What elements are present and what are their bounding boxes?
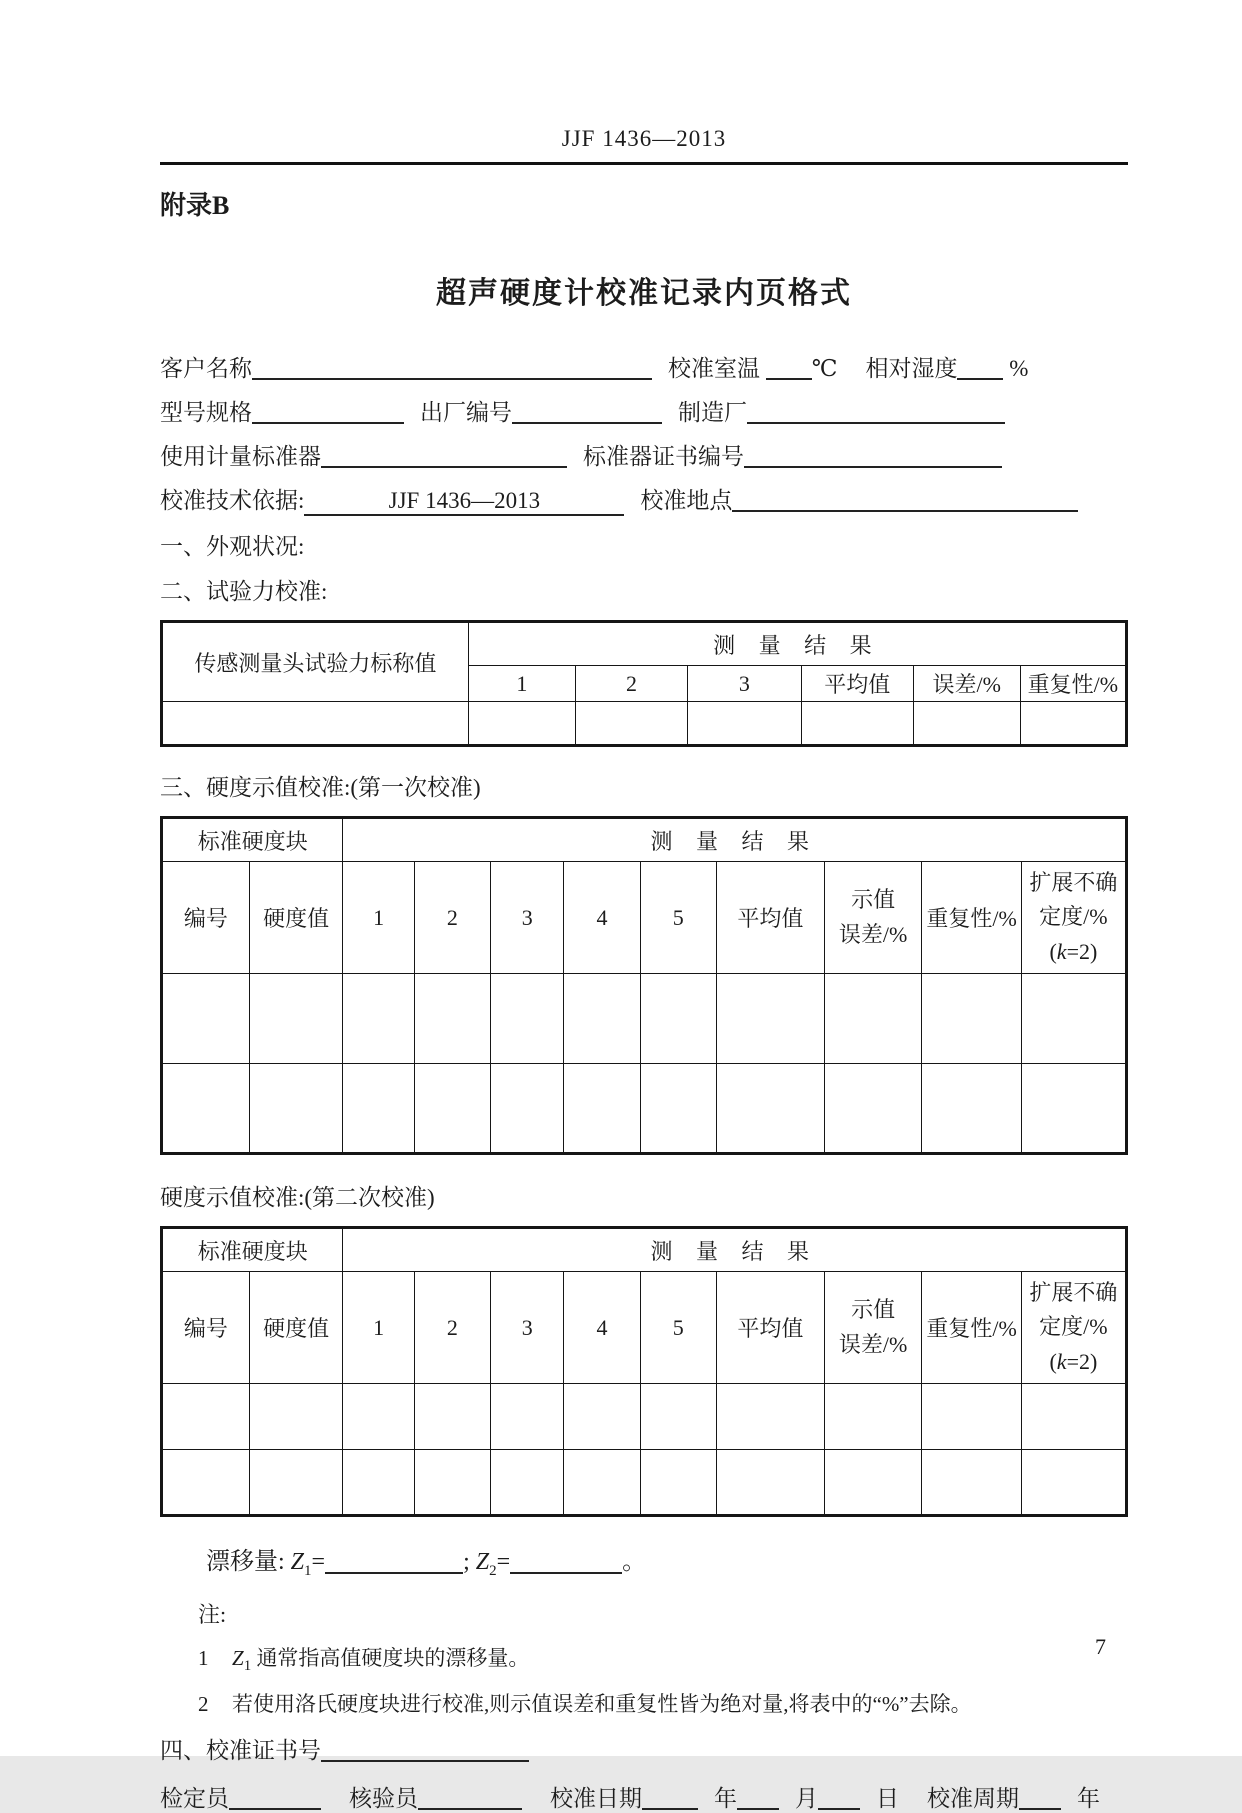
z1-symbol: Z bbox=[290, 1549, 305, 1575]
empty-cell bbox=[1021, 974, 1126, 1064]
cycle-blank bbox=[1019, 1784, 1061, 1810]
standard-used-blank bbox=[321, 442, 567, 468]
certificate-label: 四、校准证书号 bbox=[160, 1737, 321, 1763]
field-row-standard bbox=[160, 438, 1128, 471]
force-col-error: 误差/% bbox=[913, 666, 1020, 702]
empty-cell bbox=[922, 974, 1021, 1064]
col-indication-error: 示值 误差/% bbox=[824, 862, 921, 974]
empty-cell bbox=[1020, 702, 1126, 746]
empty-cell bbox=[640, 1450, 716, 1516]
standard-cert-label: 标准器证书编号 bbox=[583, 444, 744, 469]
section-certificate bbox=[160, 1732, 1128, 1765]
empty-cell bbox=[716, 1384, 824, 1450]
form-fields bbox=[160, 350, 1128, 516]
empty-cell bbox=[564, 1450, 640, 1516]
empty-cell bbox=[249, 1064, 343, 1154]
empty-cell bbox=[640, 1064, 716, 1154]
empty-cell bbox=[640, 1384, 716, 1450]
empty-cell bbox=[249, 1384, 343, 1450]
empty-cell bbox=[491, 1064, 564, 1154]
empty-cell bbox=[824, 974, 921, 1064]
percent-unit: % bbox=[1009, 356, 1029, 381]
hardness-table-row bbox=[162, 974, 1127, 1064]
location-label: 校准地点 bbox=[640, 488, 733, 513]
room-temp-blank bbox=[766, 354, 812, 380]
equals-sign: = bbox=[311, 1549, 326, 1575]
standard-cert-blank bbox=[744, 442, 1002, 468]
empty-cell bbox=[162, 702, 469, 746]
col-1: 1 bbox=[343, 862, 414, 974]
verifier-label: 核验员 bbox=[349, 1785, 418, 1811]
test-force-table bbox=[160, 620, 1128, 747]
signature-row bbox=[160, 1780, 1128, 1813]
verifier-blank bbox=[418, 1784, 522, 1810]
z1-subscript: 1 bbox=[243, 1657, 252, 1674]
empty-cell bbox=[343, 1384, 414, 1450]
empty-cell bbox=[716, 974, 824, 1064]
col-repeatability: 重复性/% bbox=[922, 1272, 1021, 1384]
year-unit: 年 bbox=[714, 1785, 737, 1811]
section-appearance: 一、外观状况: bbox=[160, 534, 305, 559]
empty-cell bbox=[414, 1384, 490, 1450]
equals-sign: = bbox=[496, 1549, 511, 1575]
location-blank bbox=[732, 486, 1078, 512]
header-rule bbox=[160, 162, 1128, 165]
col-5: 5 bbox=[640, 1272, 716, 1384]
empty-cell bbox=[162, 1064, 250, 1154]
page-number: 7 bbox=[1095, 1634, 1106, 1659]
empty-cell bbox=[564, 1384, 640, 1450]
z1-symbol: Z bbox=[232, 1645, 244, 1670]
day-unit: 日 bbox=[876, 1785, 899, 1811]
hardness-table-row bbox=[162, 1384, 1127, 1450]
empty-cell bbox=[922, 1450, 1021, 1516]
empty-cell bbox=[824, 1384, 921, 1450]
empty-cell bbox=[1021, 1384, 1126, 1450]
basis-label: 校准技术依据: bbox=[160, 488, 305, 513]
month-blank bbox=[737, 1784, 779, 1810]
empty-cell bbox=[162, 1384, 250, 1450]
z2-blank bbox=[510, 1548, 622, 1574]
celsius-unit: ℃ bbox=[811, 356, 838, 381]
force-nominal-header: 传感测量头试验力标称值 bbox=[162, 622, 469, 702]
certificate-blank bbox=[321, 1736, 529, 1762]
block-group-header: 标准硬度块 bbox=[162, 818, 343, 862]
col-avg: 平均值 bbox=[716, 862, 824, 974]
k-symbol: k bbox=[1056, 1348, 1067, 1374]
result-group-header: 测 量 结 果 bbox=[343, 818, 1127, 862]
basis-value: JJF 1436—2013 bbox=[304, 488, 624, 516]
empty-cell bbox=[922, 1384, 1021, 1450]
force-col-repeatability: 重复性/% bbox=[1020, 666, 1126, 702]
room-temp-label: 校准室温 bbox=[668, 356, 760, 381]
hardness-table-row bbox=[162, 1450, 1127, 1516]
col-block-no: 编号 bbox=[162, 862, 250, 974]
date-blank bbox=[642, 1784, 698, 1810]
date-label: 校准日期 bbox=[550, 1785, 642, 1811]
empty-cell bbox=[249, 974, 343, 1064]
hardness-table-first bbox=[160, 816, 1128, 1155]
z2-subscript: 2 bbox=[489, 1562, 497, 1579]
field-row-customer bbox=[160, 350, 1128, 383]
k-symbol: k bbox=[1056, 938, 1067, 964]
z1-blank bbox=[325, 1548, 463, 1574]
semicolon: ; bbox=[463, 1549, 470, 1575]
empty-cell bbox=[575, 702, 687, 746]
col-4: 4 bbox=[564, 1272, 640, 1384]
col-3: 3 bbox=[491, 1272, 564, 1384]
empty-cell bbox=[414, 1064, 490, 1154]
field-row-basis bbox=[160, 482, 1128, 516]
col-repeatability: 重复性/% bbox=[922, 862, 1021, 974]
col-2: 2 bbox=[414, 1272, 490, 1384]
col-expanded-uncertainty: 扩展不确 定度/% (k=2) bbox=[1021, 1272, 1126, 1384]
drift-label: 漂移量: bbox=[206, 1549, 285, 1575]
force-col-2: 2 bbox=[575, 666, 687, 702]
inspector-label: 检定员 bbox=[160, 1785, 229, 1811]
note-2-number: 2 bbox=[198, 1691, 209, 1716]
section-test-force: 二、试验力校准: bbox=[160, 579, 328, 604]
manufacturer-label: 制造厂 bbox=[678, 400, 747, 425]
force-col-1: 1 bbox=[468, 666, 575, 702]
empty-cell bbox=[162, 974, 250, 1064]
inspector-blank bbox=[229, 1784, 321, 1810]
note-1-text: 通常指高值硬度块的漂移量。 bbox=[256, 1645, 530, 1670]
col-4: 4 bbox=[564, 862, 640, 974]
col-block-no: 编号 bbox=[162, 1272, 250, 1384]
empty-cell bbox=[343, 974, 414, 1064]
col-hardness-value: 硬度值 bbox=[249, 1272, 343, 1384]
col-1: 1 bbox=[343, 1272, 414, 1384]
empty-cell bbox=[564, 1064, 640, 1154]
cycle-label: 校准周期 bbox=[927, 1785, 1019, 1811]
model-blank bbox=[252, 398, 404, 424]
field-row-model bbox=[160, 394, 1128, 427]
empty-cell bbox=[1021, 1064, 1126, 1154]
force-col-avg: 平均值 bbox=[801, 666, 913, 702]
empty-cell bbox=[824, 1450, 921, 1516]
empty-cell bbox=[414, 1450, 490, 1516]
serial-label: 出厂编号 bbox=[420, 400, 512, 425]
customer-label: 客户名称 bbox=[160, 356, 252, 381]
empty-cell bbox=[716, 1064, 824, 1154]
empty-cell bbox=[491, 1384, 564, 1450]
empty-cell bbox=[640, 974, 716, 1064]
day-blank bbox=[818, 1784, 860, 1810]
section-hardness-second: 硬度示值校准:(第二次校准) bbox=[160, 1185, 435, 1210]
empty-cell bbox=[491, 1450, 564, 1516]
note-item-1 bbox=[198, 1642, 1128, 1675]
notes-block bbox=[160, 1598, 1128, 1718]
empty-cell bbox=[801, 702, 913, 746]
empty-cell bbox=[922, 1064, 1021, 1154]
humidity-blank bbox=[957, 354, 1003, 380]
empty-cell bbox=[824, 1064, 921, 1154]
humidity-label: 相对湿度 bbox=[865, 356, 958, 381]
serial-blank bbox=[512, 398, 662, 424]
empty-cell bbox=[913, 702, 1020, 746]
empty-cell bbox=[491, 974, 564, 1064]
empty-cell bbox=[716, 1450, 824, 1516]
manufacturer-blank bbox=[747, 398, 1005, 424]
appendix-label: 附录B bbox=[160, 191, 230, 220]
empty-cell bbox=[162, 1450, 250, 1516]
col-3: 3 bbox=[491, 862, 564, 974]
cycle-unit: 年 bbox=[1077, 1785, 1100, 1811]
col-indication-error: 示值 误差/% bbox=[824, 1272, 921, 1384]
empty-cell bbox=[249, 1450, 343, 1516]
empty-cell bbox=[468, 702, 575, 746]
z1-subscript: 1 bbox=[304, 1562, 312, 1579]
month-unit: 月 bbox=[795, 1785, 818, 1811]
result-group-header: 测 量 结 果 bbox=[343, 1228, 1127, 1272]
hardness-table-second bbox=[160, 1226, 1128, 1517]
note-1-number: 1 bbox=[198, 1645, 209, 1670]
notes-label: 注: bbox=[198, 1601, 227, 1627]
empty-cell bbox=[687, 702, 801, 746]
empty-cell bbox=[414, 974, 490, 1064]
doc-number-header: JJF 1436—2013 bbox=[561, 126, 727, 151]
col-expanded-uncertainty: 扩展不确 定度/% (k=2) bbox=[1021, 862, 1126, 974]
col-5: 5 bbox=[640, 862, 716, 974]
force-col-3: 3 bbox=[687, 666, 801, 702]
page-title: 超声硬度计校准记录内页格式 bbox=[436, 277, 852, 310]
note-2-text: 若使用洛氏硬度块进行校准,则示值误差和重复性皆为绝对量,将表中的“%”去除。 bbox=[232, 1691, 972, 1716]
z2-symbol: Z bbox=[475, 1549, 490, 1575]
drift-line bbox=[160, 1541, 1128, 1580]
empty-cell bbox=[343, 1450, 414, 1516]
empty-cell bbox=[1021, 1450, 1126, 1516]
block-group-header: 标准硬度块 bbox=[162, 1228, 343, 1272]
empty-cell bbox=[343, 1064, 414, 1154]
period-mark: 。 bbox=[622, 1549, 647, 1575]
force-table-row bbox=[162, 702, 1127, 746]
force-result-group-header: 测 量 结 果 bbox=[468, 622, 1126, 666]
customer-blank bbox=[252, 354, 652, 380]
section-hardness-first: 三、硬度示值校准:(第一次校准) bbox=[160, 775, 481, 800]
col-avg: 平均值 bbox=[716, 1272, 824, 1384]
hardness-table-row bbox=[162, 1064, 1127, 1154]
col-hardness-value: 硬度值 bbox=[249, 862, 343, 974]
model-label: 型号规格 bbox=[160, 400, 252, 425]
note-item-2 bbox=[198, 1688, 1128, 1718]
standard-used-label: 使用计量标准器 bbox=[160, 444, 321, 469]
col-2: 2 bbox=[414, 862, 490, 974]
empty-cell bbox=[564, 974, 640, 1064]
